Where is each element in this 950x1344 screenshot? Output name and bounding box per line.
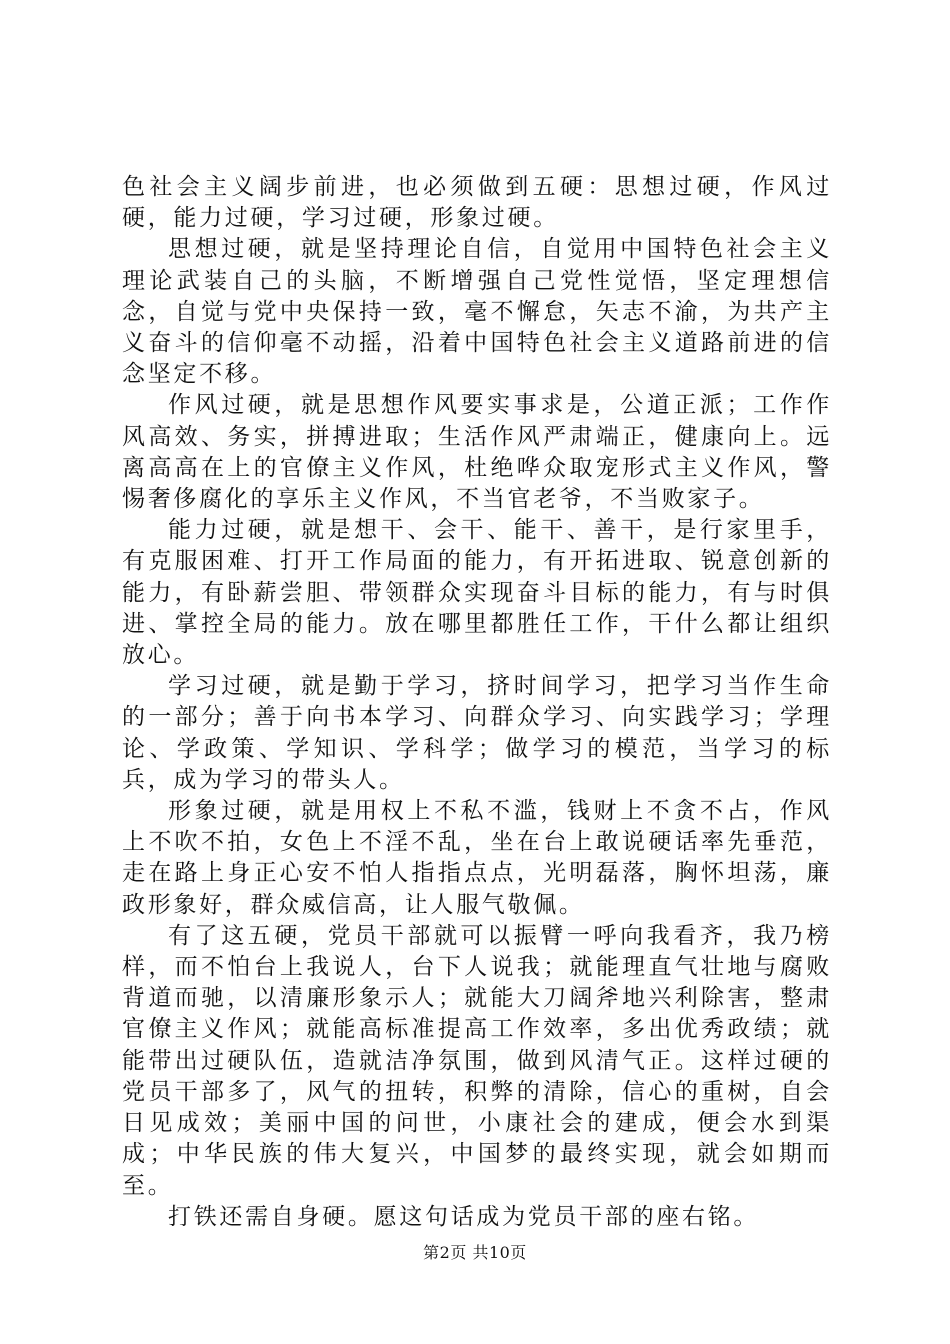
paragraph: 能力过硬，就是想干、会干、能干、善干，是行家里手，有克服困难、打开工作局面的能力，有开拓进取、锐意创新的能力，有卧薪尝胆、带领群众实现奋斗目标的能力，有与时俱进、掌控全局的能力。放在哪里都胜任工作，干什么都让组织放心。 [122,517,832,669]
paragraph: 色社会主义阔步前进，也必须做到五硬：思想过硬，作风过硬，能力过硬，学习过硬，形象过硬。 [122,174,832,232]
paragraph: 打铁还需自身硬。愿这句话成为党员干部的座右铭。 [168,1203,760,1230]
page-number-footer: 第2页 共10页 [423,1243,527,1262]
document-body [122,172,832,1233]
paragraph: 有了这五硬，党员干部就可以振臂一呼向我看齐，我乃榜样，而不怕台上我说人，台下人说我；就能理直气壮地与腐败背道而驰，以清廉形象示人；就能大刀阔斧地兴利除害，整肃官僚主义作风；就能高标准提高工作效率，多出优秀政绩；就能带出过硬队伍，造就洁净氛围，做到风清气正。这样过硬的党员干部多了，风气的扭转，积弊的清除，信心的重树，自会日见成效；美丽中国的问世，小康社会的建成，便会水到渠成；中华民族的伟大复兴，中国梦的最终实现，就会如期而至。 [122,922,832,1199]
paragraph: 学习过硬，就是勤于学习，挤时间学习，把学习当作生命的一部分；善于向书本学习、向群众学习、向实践学习；学理论、学政策、学知识、学科学；做学习的模范，当学习的标兵，成为学习的带头人。 [122,673,832,793]
paragraph: 作风过硬，就是思想作风要实事求是，公道正派；工作作风高效、务实，拼搏进取；生活作风严肃端正，健康向上。远离高高在上的官僚主义作风，杜绝哗众取宠形式主义作风，警惕奢侈腐化的享乐主义作风，不当官老爷，不当败家子。 [122,392,832,513]
paragraph: 思想过硬，就是坚持理论自信，自觉用中国特色社会主义理论武装自己的头脑，不断增强自己党性觉悟，坚定理想信念，自觉与党中央保持一致，毫不懈怠，矢志不渝，为共产主义奋斗的信仰毫不动摇，沿着中国特色社会主义道路前进的信念坚定不移。 [122,236,832,388]
paragraph: 形象过硬，就是用权上不私不滥，钱财上不贪不占，作风上不吹不拍，女色上不淫不乱，坐在台上敢说硬话率先垂范，走在路上身正心安不怕人指指点点，光明磊落，胸怀坦荡，廉政形象好，群众威信高，让人服气敬佩。 [122,798,832,918]
